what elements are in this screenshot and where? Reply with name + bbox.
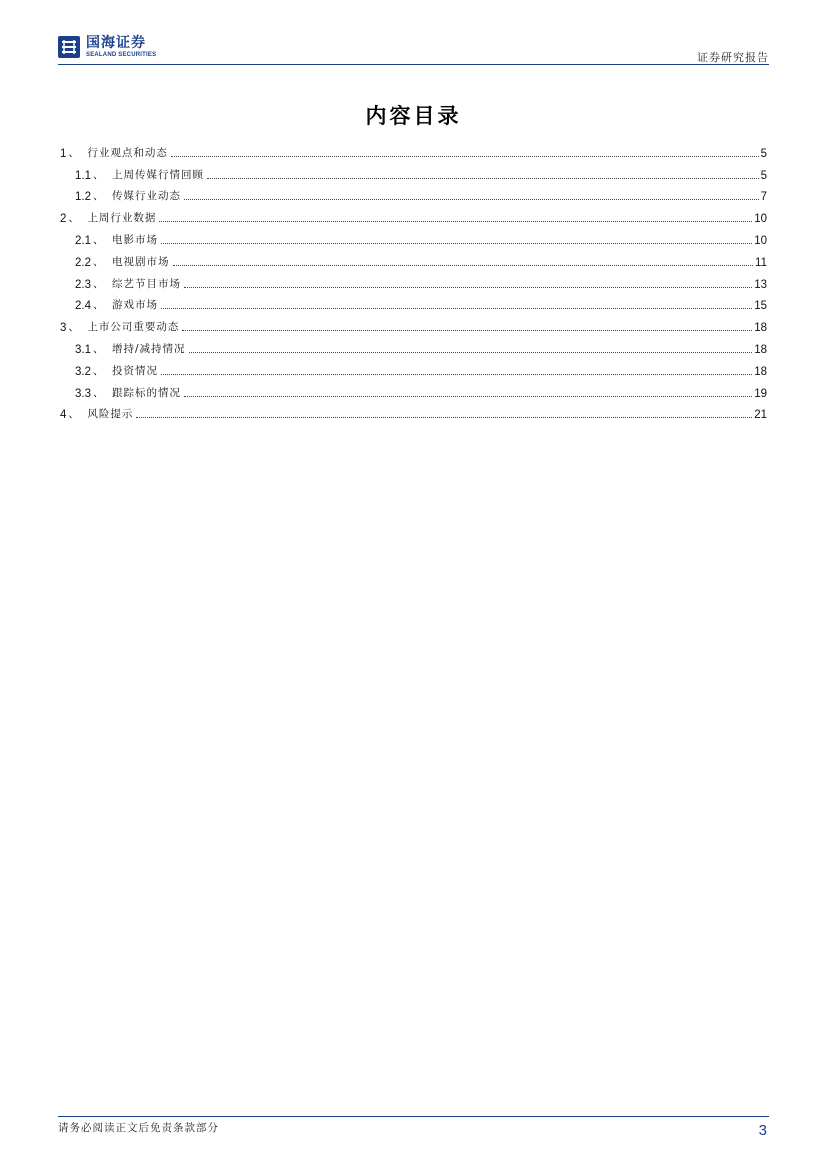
- toc-entry-separator: 、: [93, 385, 104, 399]
- toc-entry-number: 4: [60, 409, 67, 422]
- toc-entry-separator: 、: [93, 167, 104, 181]
- toc-entry-page: 18: [754, 322, 767, 335]
- toc-entry-number: 3.1: [75, 343, 91, 356]
- toc-entry-page: 18: [754, 365, 767, 378]
- sealand-logo-icon: [58, 36, 80, 58]
- toc-entry-page: 21: [754, 409, 767, 422]
- toc-leader-dots: [182, 329, 752, 331]
- toc-entry[interactable]: [60, 378, 767, 400]
- toc-entry-separator: 、: [93, 254, 104, 268]
- toc-title: 内容目录: [365, 104, 462, 128]
- toc-leader-dots: [184, 286, 752, 288]
- toc-entry-label: 综艺节目市场: [112, 277, 181, 290]
- toc-entry-number: 1.1: [75, 169, 91, 182]
- disclaimer-note: 请务必阅读正文后免责条款部分: [58, 1122, 219, 1134]
- toc-entry-label: 上市公司重要动态: [87, 321, 180, 334]
- toc-leader-dots: [161, 307, 752, 309]
- toc-entry[interactable]: [60, 225, 767, 247]
- toc-entry-label: 游戏市场: [112, 299, 158, 312]
- toc-leader-dots: [171, 155, 759, 157]
- toc-entry[interactable]: [60, 356, 767, 378]
- company-logo: [58, 36, 156, 58]
- toc-entry-label: 风险提示: [87, 408, 134, 421]
- toc-leader-dots: [173, 264, 754, 266]
- toc-leader-dots: [189, 351, 753, 353]
- toc-leader-dots: [184, 198, 759, 200]
- toc-leader-dots: [136, 416, 752, 418]
- toc-entry-separator: 、: [93, 298, 104, 312]
- toc-entry-label: 增持/减持情况: [112, 342, 186, 355]
- toc-entry-page: 10: [754, 234, 767, 247]
- toc-leader-dots: [184, 395, 752, 397]
- toc-entry-page: 15: [754, 300, 767, 313]
- toc-entry-number: 2.2: [75, 256, 91, 269]
- page-number: 3: [758, 1122, 767, 1139]
- toc-entry-separator: 、: [68, 145, 80, 159]
- toc-entry-number: 2.1: [75, 234, 91, 247]
- toc-entry-number: 1: [60, 147, 67, 160]
- toc-entry-separator: 、: [68, 407, 80, 421]
- toc-entry-separator: 、: [93, 232, 104, 246]
- toc-entry-label: 行业观点和动态: [87, 146, 168, 159]
- toc-entry[interactable]: [60, 291, 767, 313]
- document-type: 证券研究报告: [697, 51, 769, 64]
- toc-entry-separator: 、: [93, 189, 104, 203]
- toc-entry-number: 2.3: [75, 278, 91, 291]
- toc-entry-number: 3: [60, 322, 67, 335]
- toc-entry-label: 上周行业数据: [87, 212, 157, 225]
- page-header: [58, 36, 769, 66]
- toc-entry-number: 2.4: [75, 300, 91, 313]
- footer-divider: [58, 1116, 769, 1117]
- toc-entry-number: 2: [60, 213, 67, 226]
- toc-entry-separator: 、: [68, 211, 80, 225]
- toc-leader-dots: [207, 177, 759, 179]
- toc-entry-label: 电影市场: [112, 233, 158, 246]
- toc-entry-separator: 、: [93, 276, 104, 290]
- toc-entry-number: 1.2: [75, 191, 91, 204]
- toc-entry-page: 10: [754, 213, 767, 226]
- toc-leader-dots: [159, 220, 752, 222]
- toc-entry-number: 3.3: [75, 387, 91, 400]
- toc-entry-separator: 、: [93, 341, 104, 355]
- toc-entry-label: 传媒行业动态: [112, 190, 181, 203]
- toc-entry[interactable]: [60, 182, 767, 204]
- toc-entry[interactable]: [60, 160, 767, 182]
- toc-entry-label: 跟踪标的情况: [112, 386, 181, 399]
- toc-entry[interactable]: [60, 269, 767, 291]
- toc-entry-page: 18: [754, 343, 767, 356]
- toc-entry-number: 3.2: [75, 365, 91, 378]
- toc-entry-label: 上周传媒行情回顾: [112, 168, 204, 181]
- toc-entry-page: 19: [754, 387, 767, 400]
- logo-chinese-name: 国海证券: [86, 35, 146, 51]
- toc-leader-dots: [161, 242, 752, 244]
- toc-entry-separator: 、: [93, 363, 104, 377]
- toc-entry[interactable]: [60, 312, 767, 334]
- table-of-contents: [60, 138, 767, 421]
- toc-entry-page: 5: [760, 147, 767, 160]
- toc-entry[interactable]: [60, 247, 767, 269]
- logo-english-name: SEALAND SECURITIES: [86, 52, 157, 58]
- toc-entry-label: 投资情况: [112, 364, 158, 377]
- header-divider: [58, 64, 769, 65]
- toc-entry-page: 7: [760, 191, 767, 204]
- toc-entry[interactable]: [60, 203, 767, 225]
- toc-entry-separator: 、: [68, 320, 80, 334]
- toc-entry[interactable]: [60, 334, 767, 356]
- toc-entry-page: 5: [760, 169, 767, 182]
- toc-entry[interactable]: [60, 400, 767, 422]
- toc-entry-page: 11: [755, 256, 767, 269]
- toc-entry-page: 13: [754, 278, 767, 291]
- toc-entry-label: 电视剧市场: [112, 255, 170, 268]
- toc-entry[interactable]: [60, 138, 767, 160]
- toc-leader-dots: [161, 373, 752, 375]
